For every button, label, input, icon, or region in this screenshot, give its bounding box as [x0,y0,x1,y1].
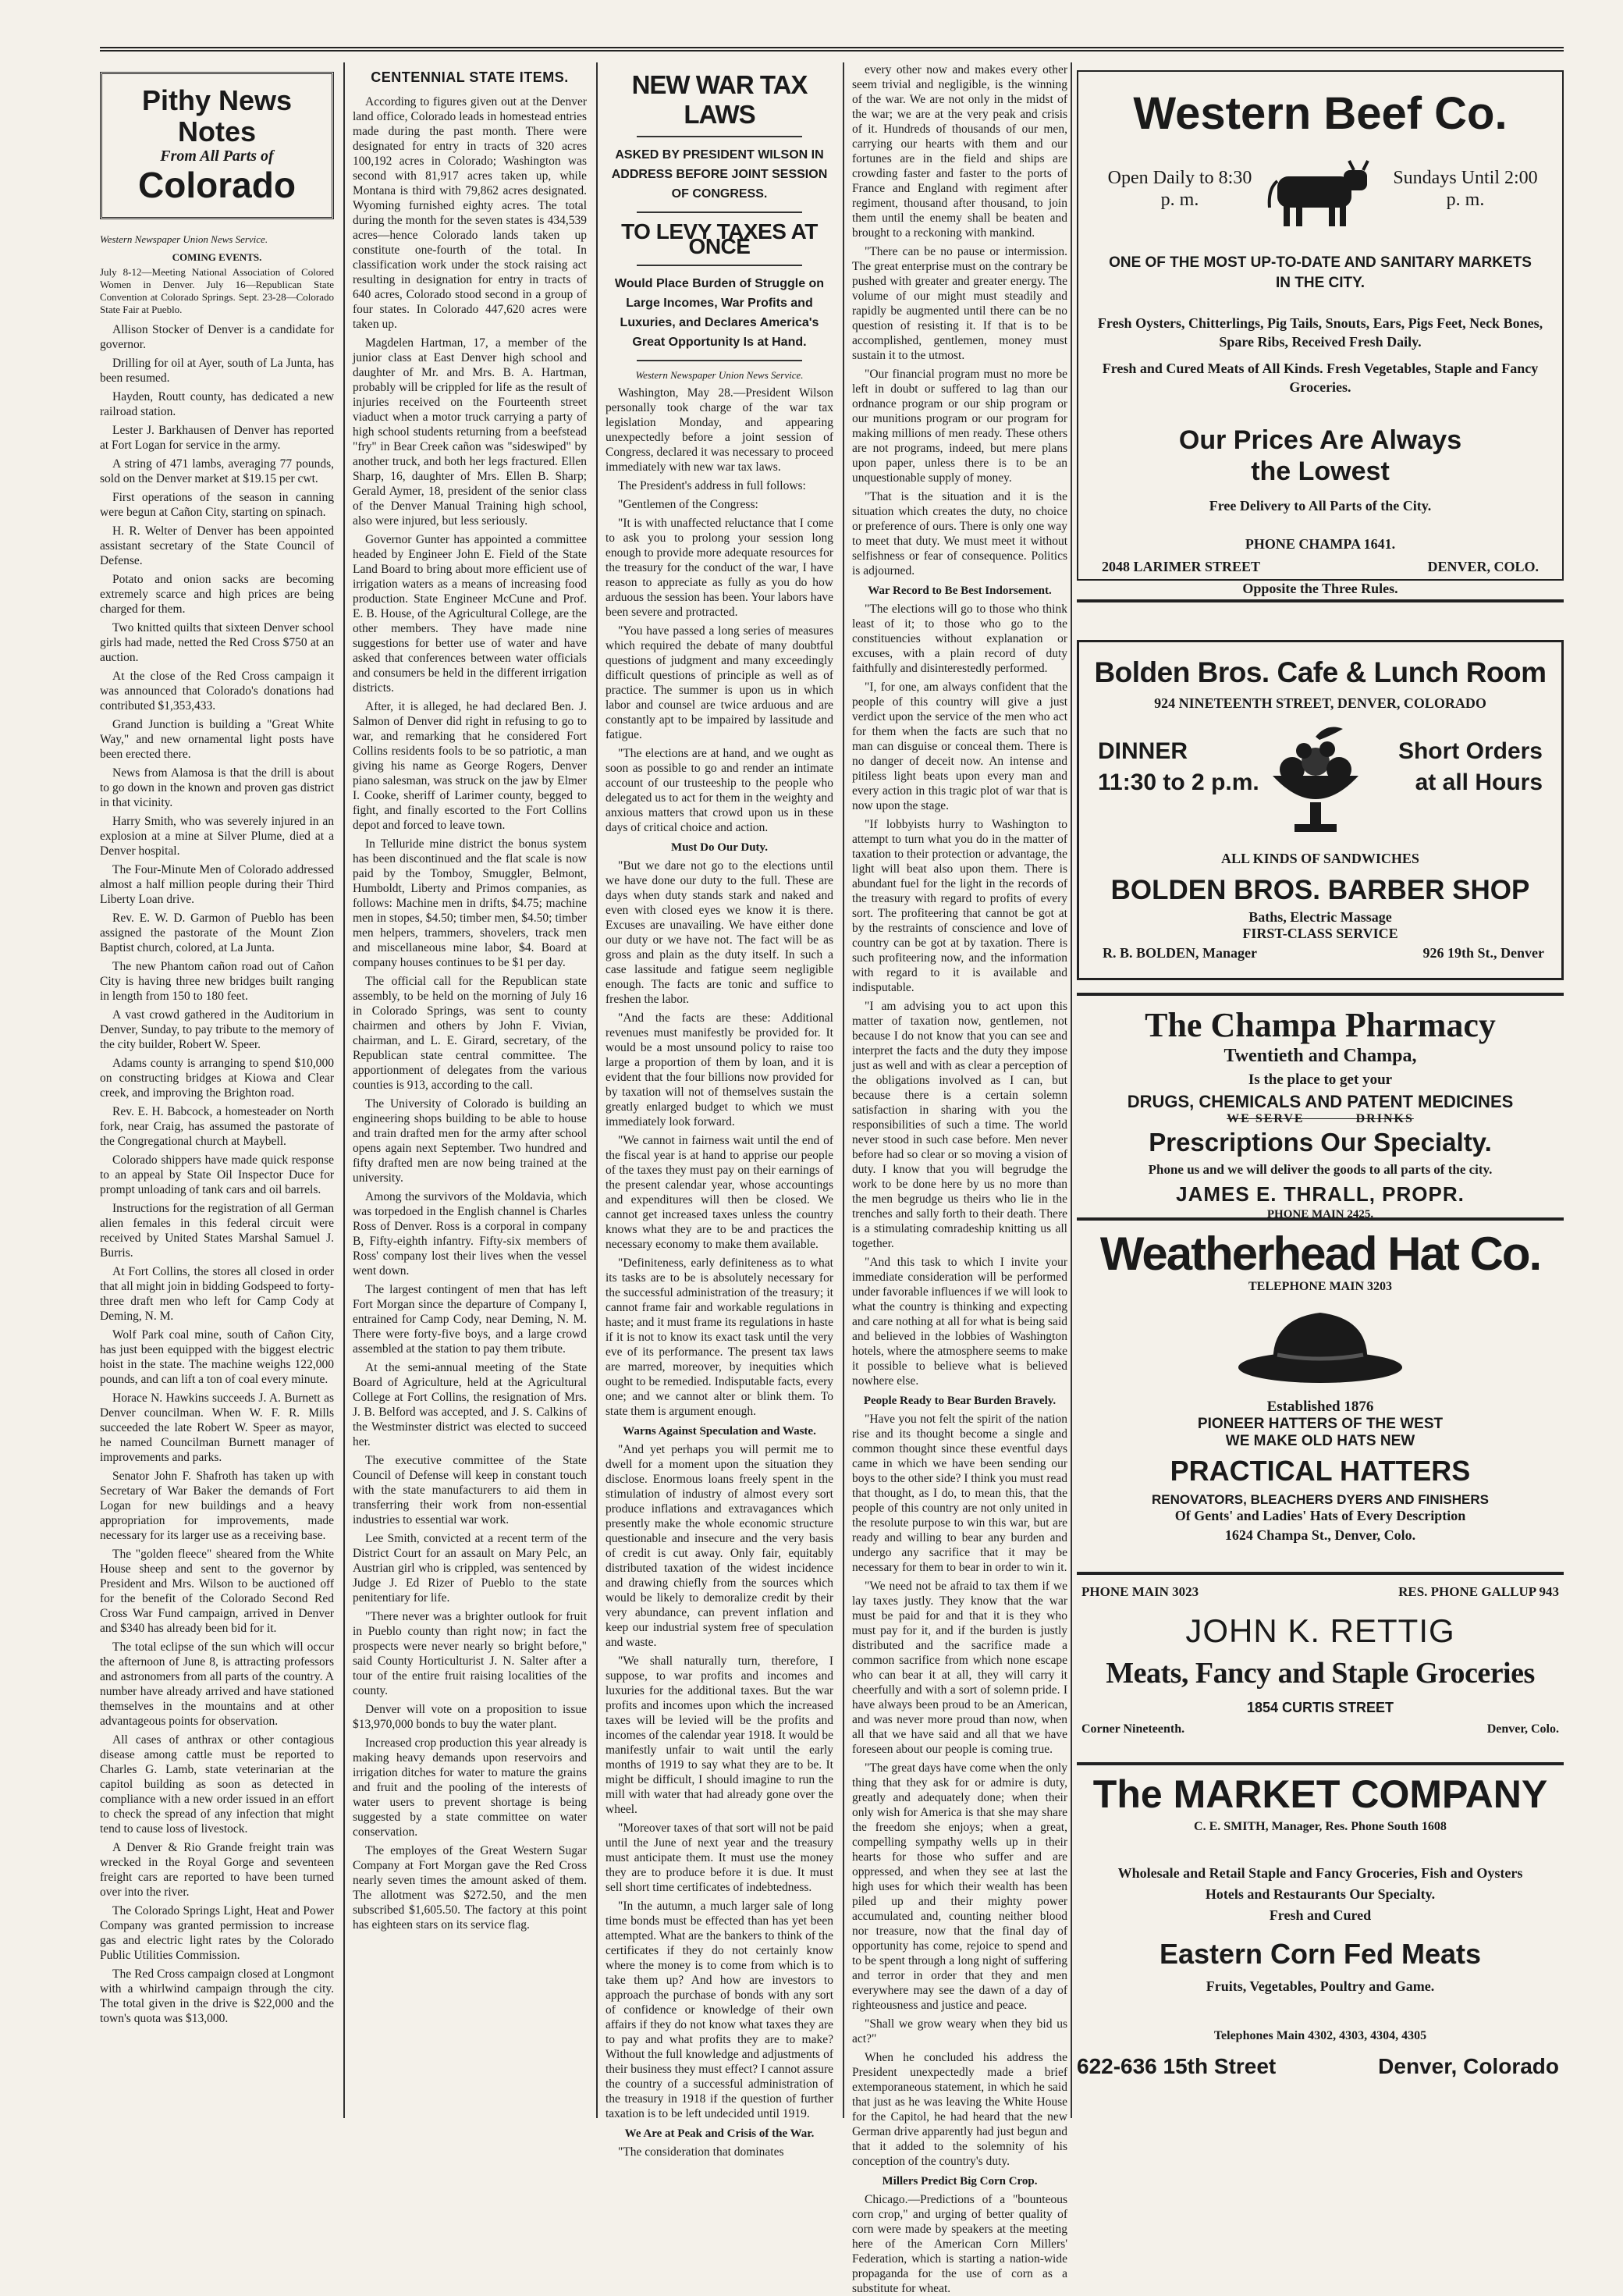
ad-prices: Our Prices Are Always the Lowest [1178,425,1462,486]
hours-sunday: Sundays Until 2:00 p. m. [1393,168,1538,210]
paragraph: "Gentlemen of the Congress: [618,498,758,511]
paragraph: The executive committee of the State Council of Defense will keep in constant touch with the state manufacturers to aid them in transferring their work from non-essential industries to essential war work. [353,1454,587,1527]
ad-phone: PHONE CHAMPA 1641. [1245,536,1396,552]
paragraph: At the close of the Red Cross campaign it was announced that Colorado's donations had contributed $1,353,433. [100,670,334,713]
paragraph: "If lobbyists hurry to Washington to attempt to turn what you do in the matter of taxation to their protection or advantage, the light will beat also upon them. There is abundant fuel for the light in the records of the treasury with regard to profits of every sort. The profiteering that cannot be got at by the restraints of conscience and love of country can be got at by taxation. There is such profiteering now, and the information with regard to it is available and indisputable. [852,818,1067,994]
divider [637,211,802,213]
ad-serve-drinks [1077,1112,1564,1126]
ad-title: Weatherhead Hat Co. [1099,1228,1541,1280]
ad-champa-pharmacy [1077,1005,1564,1221]
ad-address: 2048 LARIMER STREET [1102,559,1261,574]
paragraph: Lee Smith, convicted at a recent term of the District Court for an assault on Mary Pelc, an Austrian girl who is crippled, was sentenced by Judge J. Ed Rizer of Pueblo to the state penitentiary for life. [353,1532,587,1605]
paragraph: Magdelen Hartman, 17, a member of the junior class at East Denver high school and daughter of Mr. and Mrs. B. A. Hartman, probably will be crippled for life as the result of injuries received on the Fourteenth street viaduct when a motor truck carrying a party of high school students returning from a beefstead "fry" in Bear Creek cañon was "sideswiped" by another truck, and both her legs fractured. Ellen Sharp, 16, daughter of Mrs. Ellen B. Sharp; Gerald Aymer, 18, president of the senior class of the Denver Manual Training high school, also were injured, but less seriously. [353,336,587,528]
paragraph: "It is with unaffected reluctance that I come to ask you to prolong your session long enough to provide more adequate resources for the treasury for the conduct of the war, I have reason to appreciate as fully as you do how arduous the session has been. Your labors have been severe and protracted. [606,517,833,619]
paragraph: The new Phantom cañon road out of Cañon City is having three new bridges built ranging in length from 150 to 180 feet. [100,960,334,1003]
ad-title: JOHN K. RETTIG [1185,1612,1455,1649]
paragraph: "I am advising you to act upon this matter of taxation now, gentlemen, not because I do not know that you can see and interpret the facts and the duty they impose just as well and with as clear a perception of the obligations involved as I can, but because there is a certain solemn satisfaction in sharing with you the responsibilities of such a time. The world never stood in such case before. Men never before had so clear or so moving a vision of duty. I know that you will begrudge the work to be done here by us no more than the men begrudge us theirs who lie in the trenches and sally forth to their death. There is a stimulating comradeship knitting us all together. [852,1000,1067,1250]
column-war-tax-continued [852,62,1067,2295]
ad-city: Denver, Colo. [1486,1722,1559,1736]
paragraph: According to figures given out at the Denver land office, Colorado leads in homestead entries made during the past month. There were designated for entry in tracts of 320 acres 100,192 acres in Colorado; Washington was second with 81,917 acres taken up, while Montana is third with 79,862 acres designated. Wyoming furnished eighty acres. The total during the month for the seven states is 434,539 acres—hence Colorado lands taken up constitute one-fourth of the total. In classification work under the stock raising act resulting in designation for entry in tracts of 640 acres, Colorado stood second in a group of four states. In Colorado 447,620 acres were taken up. [353,95,587,331]
paragraph: The total eclipse of the sun which will occur the afternoon of June 8, is attracting professors and astronomers from all parts of the country. A number have already arrived and have stationed themselves in the mountains and at other advantageous points for observation. [100,1640,334,1728]
column-rule [843,62,844,2118]
phone-row [1077,1584,1564,1605]
events-title: COMING EVENTS. [172,251,262,263]
dinner-row [1079,718,1561,851]
paragraph: "And this task to which I invite your immediate consideration will be performed under favorable influences if we will look to what the country is thinking and expecting and care nothing at all for what is being said and believed in the lobbies of Washington hotels, where the atmosphere seems to make it possible to believe what is believed nowhere else. [852,1256,1067,1388]
ad-fruits: Fruits, Vegetables, Poultry and Game. [1206,1978,1435,1994]
paragraph: Among the survivors of the Moldavia, which was torpedoed in the English channel is Charles Ross of Denver. Ross is a corporal in company B, Fifty-eighth infantry. Fifty-six members of Ross' company lost their lives when the vessel went down. [353,1190,587,1278]
paragraph: All cases of anthrax or other contagious disease among cattle must be reported to Charles G. Lamb, state veterinarian at the capitol building as soon as detected in compliance with a new order issued in an effort to check the spread of any infection that might tend to cause loss of livestock. [100,1733,334,1836]
cow-icon [1262,153,1379,231]
ad-baths: Baths, Electric Massage [1248,909,1392,925]
paragraph: At the semi-annual meeting of the State Board of Agriculture, held at the Agricultural College at Fort Collins, the resignation of Mrs. J. B. Belford was accepted, and J. S. Calkins of the Westminster district was elected to succeed her. [353,1361,587,1448]
ad-title: Western Beef Co. [1133,88,1508,139]
box-subtitle: From All Parts of [160,147,274,165]
paragraph: A Denver & Rio Grande freight train was wrecked in the Royal Gorge and seventeen freight cars are reported to have been turned over into the river. [100,1841,334,1899]
ad-title: The Champa Pharmacy [1145,1006,1496,1044]
paragraph: "The elections will go to those who think least of it; to those who go to the constituencies without explanation or excuses, with a plain record of duty faithfully and disinterestedly performed. [852,602,1067,675]
ad-address: 1854 CURTIS STREET [1246,1700,1394,1715]
ad-line-sanitary: ONE OF THE MOST UP-TO-DATE AND SANITARY MARKETS IN THE CITY. [1109,254,1532,291]
hat-icon [1231,1303,1410,1389]
ad-address: 1624 Champa St., Denver, Colo. [1224,1527,1416,1543]
ad-bolden-bros [1077,640,1564,980]
paragraph: "We need not be afraid to tax them if we lay taxes justly. They know that the war must be paid for and that it is they who must pay for it, and if the burden is justly distributed and the sacrifice made a common sacrifice from which none escape who can bear it at all, they will carry it cheerfully and with a sort of solemn pride. I have always been proud to be an American, and was never more proud than now, when all that we have said and all that we have foreseen about our people is coming true. [852,1580,1067,1756]
paragraph: Rev. E. W. D. Garmon of Pueblo has been assigned the pastorate of the Mount Zion Baptist church, colored, at La Junta. [100,912,334,954]
ad-dinner-time: 11:30 to 2 p.m. [1098,769,1259,795]
paragraph: The Colorado Springs Light, Heat and Power Company was granted permission to increase gas and electric light rates by the Colorado Public Utilities Commission. [100,1904,334,1962]
deck-2: Would Place Burden of Struggle on Large Incomes, War Profits and Luxuries, and Declares America's Great Opportunity Is at Hand. [614,277,825,349]
ad-meats: Meats, Fancy and Staple Groceries [1106,1657,1535,1690]
ad-renovators: RENOVATORS, BLEACHERS DYERS AND FINISHERS [1152,1492,1489,1507]
ad-line-meats: Fresh Oysters, Chitterlings, Pig Tails, Snouts, Ears, Pigs Feet, Neck Bones, Spare Ribs, Received Fresh Daily. [1097,315,1543,350]
paragraph: In Telluride mine district the bonus system has been discontinued and the flat scale is now paid by the Tomboy, Smuggler, Belmont, Humboldt, Liberty and Primos companies, as follows: Machine men in drifts, $4.75; machine men in stopes, $4.50; timber men, $4.50; timber men helpers, trammers, shovelers, track men and miscellaneous mine labor, $4. Board at company houses continues to be $1 per day. [353,837,587,969]
paragraph: Two knitted quilts that sixteen Denver school girls had made, netted the Red Cross $750 at an auction. [100,621,334,664]
paragraph: H. R. Welter of Denver has been appointed assistant secretary of the State Council of Defense. [100,524,334,567]
paragraph: "The great days have come when the only thing that they ask for or admire is duty, greatly and adequately done; when their only wish for America is that she may share the freedom she enjoys; when a great, compelling sympathy wells up in their hearts for those who suffer and are oppressed, and when they see at last the high uses for which their wealth has been piled up and their mighty power accumulated and, counting neither blood nor treasure, now that the final day of opportunity has come, rejoice to spend and to be spent through a long night of suffering and terror in order that they and men everywhere may see the dawn of a day of righteousness and justice and peace. [852,1761,1067,2012]
news-service-credit: Western Newspaper Union News Service. [635,369,804,381]
newspaper-page [100,47,1564,2295]
paragraph: Colorado shippers have made quick response to an appeal by State Oil Inspector Duce for prompt unloading of tank cars and oil barrels. [100,1153,334,1196]
paragraph: At Fort Collins, the stores all closed in order that all might join in bidding Godspeed to forty-three draft men who left for Camp Cody at Deming, N. M. [100,1265,334,1323]
ad-manager: C. E. SMITH, Manager, Res. Phone South 1608 [1194,1820,1447,1833]
paragraph: The "golden fleece" sheared from the White House sheep and sent to the governor by President and Mrs. Wilson to be auctioned off for the benefit of the Colorado Second Red Cross War Fund campaign, arrived in Denver and $340 has already been bid for it. [100,1548,334,1635]
paragraph: The Red Cross campaign closed at Longmont with a whirlwind campaign through the city. The total given in the drive is $22,000 and the town's quota was $13,000. [100,1967,334,2025]
deck-1: ASKED BY PRESIDENT WILSON IN ADDRESS BEFORE JOINT SESSION OF CONGRESS. [611,148,828,201]
paragraph: Allison Stocker of Denver is a candidate for governor. [100,323,334,351]
news-service-credit: Western Newspaper Union News Service. [100,233,268,245]
paragraph: "Our financial program must no more be left in doubt or suffered to lag than our ordnance program or our ship program or our munitions program or our program for making millions of men ready. These others are not programs, indeed, but mere plans upon paper, unless there is to be an unquestionable supply of money. [852,368,1067,485]
paragraph: "You have passed a long series of measures which required the debate of many doubtful questions of judgment and many exceedingly difficult questions of principle as well as of practice. The summer is upon us in which labor and counsel are twice arduous and are constantly apt to be impaired by lassitude and fatigue. [606,624,833,741]
ad-separator [1077,599,1564,602]
column-centennial [353,62,587,2118]
events-list: July 8-12—Meeting National Association of Colored Women in Denver. July 16—Republican State Convention at Colorado Springs. Sept. 23-28—Colorado State Fair at Pueblo. [100,266,334,315]
ad-john-rettig [1077,1584,1564,1748]
ad-address-2: 926 19th St., Denver [1422,945,1544,961]
ad-description: Of Gents' and Ladies' Hats of Every Description [1174,1508,1466,1523]
paragraph: The largest contingent of men that has left Fort Morgan since the departure of Company I, entrained for Camp Cody, near Deming, N. M. There were forty-five boys, and a large crowd assembled at the station to pay them tribute. [353,1283,587,1356]
paragraph: Increased crop production this year already is making heavy demands upon reservoirs and irrigation ditches for water to mature the grains and fruit and the pooling of the interests of water users to prevent shortage is being suggested by a state committee on water conservation. [353,1736,587,1839]
paragraph: Lester J. Barkhausen of Denver has reported at Fort Logan for service in the army. [100,424,334,452]
ad-barber: BOLDEN BROS. BARBER SHOP [1110,875,1530,905]
ad-corn-meats: Eastern Corn Fed Meats [1159,1938,1482,1970]
ad-phone: TELEPHONE MAIN 3203 [1248,1280,1392,1293]
ad-street: 622-636 15th Street [1077,2054,1277,2078]
paragraph: The official call for the Republican state assembly, to be held on the morning of July 16 in Colorado Springs, was sent to county chairmen and others by John F. Vivian, chairman, and L. E. Girard, secretary, of the Republican state central committee. The apportionment of delegates from the various counties is 913, according to the call. [353,975,587,1092]
ad-serve: WE SERVE [1227,1112,1305,1125]
subhead-corn-crop: Millers Predict Big Corn Crop. [882,2175,1038,2188]
paragraph: The President's address in full follows: [618,479,806,492]
continued-part-3 [852,1412,1067,2169]
column-pithy-news [100,62,334,2118]
hours-weekday: Open Daily to 8:30 p. m. [1107,168,1252,210]
ad-pioneer: PIONEER HATTERS OF THE WEST [1197,1416,1444,1432]
paragraph: "Shall we grow weary when they bid us act?" [852,2017,1067,2045]
paragraph: A string of 471 lambs, averaging 77 pounds, sold on the Denver market at $19.15 per cwt. [100,457,334,485]
ad-phone: PHONE MAIN 2425. [1266,1208,1374,1221]
article-part-3 [606,1442,833,2121]
subhead-peak-crisis: We Are at Peak and Crisis of the War. [624,2127,815,2140]
divider [637,265,802,266]
paragraph: Denver will vote on a proposition to issue $13,970,000 bonds to buy the water plant. [353,1703,587,1731]
ads-column [1077,62,1564,2118]
ad-location: Twentieth and Champa, [1223,1046,1417,1066]
ad-proprietor: JAMES E. THRALL, PROPR. [1176,1182,1465,1206]
ad-western-beef [1077,70,1564,596]
ad-place: Is the place to get your [1248,1072,1393,1088]
ad-corner: Corner Nineteenth. [1081,1722,1185,1736]
ad-phone-main: PHONE MAIN 3023 [1081,1584,1199,1599]
paragraph: First operations of the season in canning were begun at Cañon City, starting on spinach. [100,491,334,519]
paragraph: "And the facts are these: Additional revenues must manifestly be provided for. It would be a most unsound policy to raise too large a proportion of them by loan, and it is evident that the four billions now provided for by taxation will not of themselves sustain the greatly enlarged budget to which we must immediately look forward. [606,1011,833,1128]
paragraph: "Definiteness, early definiteness as to what its tasks are to be is absolutely necessary for the successful administration of the treasury; it cannot frame fair and workable regulations in haste; and it must frame its regulations in haste if it is not to know its exact task until the very eve of its performance. The present tax laws are marred, moreover, by inequities which ought to be remedied. Indisputable facts, every one; and we cannot alter or blink them. To state them is argument enough. [606,1256,833,1418]
pithy-news-box [100,72,334,219]
divider [637,360,802,361]
ad-sandwiches: ALL KINDS OF SANDWICHES [1221,851,1419,866]
paragraph: Grand Junction is building a "Great White Way," and new ornamental light posts have been erected there. [100,718,334,761]
paragraph: A vast crowd gathered in the Auditorium in Denver, Sunday, to pay tribute to the memory of the city builder, Robert W. Speer. [100,1008,334,1051]
paragraph: Harry Smith, who was severely injured in an explosion at a mine at Silver Plume, died at a Denver hospital. [100,815,334,858]
ad-landmark: Opposite the Three Rules. [1242,581,1398,596]
paragraph: every other now and makes every other seem trivial and negligible, is the winning of the war. We are not only in the midst of the war; we are at the very peak and crisis of it. Hundreds of thousands of our men, carrying our hearts with them and our fortunes are in the field and ships are crowding faster and faster to the ports of France and England with regiment after regiment, thousand after thousand, to join them until the enemy shall be beaten and brought to a reckoning with mankind. [852,63,1067,240]
paragraph: Hayden, Routt county, has dedicated a new railroad station. [100,390,334,418]
ad-weatherhead-hat [1077,1228,1564,1559]
column-rule [596,62,598,2118]
ad-market-company [1077,1772,1564,2115]
paragraph: Governor Gunter has appointed a committee headed by Engineer John E. Field of the State Land Board to bring about more efficient use of irrigation waters as a means of increasing food production. State Engineer McCune and Prof. E. B. House, of the Agricultural College, are the other members. They have made nine suggestions for better use of water and have asked that conferences between water officials and consumers be held in the different irrigation districts. [353,533,587,695]
paragraph: Horace N. Hawkins succeeds J. A. Burnett as Denver councilman. When W. F. R. Mills succeeded the late Robert W. Speer as mayor, he named Councilman Burnett manager of improvements and parks. [100,1391,334,1464]
paragraph: "I, for one, am always confident that the people of this country will give a just verdict upon the service of the men who act for them when the facts are such that no man can disguise or conceal them. There is no danger of deceit now. An intense and pitiless light beats upon every man and every action in this tragic plot of war that is now upon the stage. [852,681,1067,812]
continued-part-1 [852,62,1067,578]
street-row [1077,2054,1564,2082]
paragraph: The University of Colorado is building an engineering shops building to be able to house and train drafted men for the army after school opens again next September. Two hundred and fifty drafted men are now being trained at the university. [353,1097,587,1185]
subhead-must-do-duty: Must Do Our Duty. [671,841,768,854]
address-row [1078,559,1562,579]
ad-separator [1077,993,1564,996]
ad-all-hours: at all Hours [1415,769,1543,795]
box-state: Colorado [138,165,296,205]
paragraph: "But we dare not go to the elections until we have done our duty to the full. These are days when duty stands stark and naked and even with closed eyes we know it is there. Excuses are unavailing. We have either done our duty or we have not. The fact will be as gross and plain as the duty itself. In such a case lassitude and fatigue seem negligible enough. The facts are tonic and suffice to freshen the labor. [606,859,833,1006]
ad-established: Established 1876 [1266,1399,1374,1415]
paragraph: "Have you not felt the spirit of the nation rise and its thought become a single and common thought since these eventful days came in which we have been sending our boys to the other side? I think you must read that thought, as I do, to mean this, that the people of this country are not only united in the resolute purpose to win this war, but are ready and willing to bear any burden and undergo any sacrifice that it may be necessary for them to bear in order to win it. [852,1413,1067,1574]
paragraph: "And yet perhaps you will permit me to dwell for a moment upon the situation they disclose. Enormous loans freely spent in the stimulation of industry of almost every sort produce inflations and extravagances which presently make the whole economic structure questionable and insecure and the very basis of credit is cut away. Only fair, equitably distributed taxation of the widest incidence and drawing chiefly from the sources which would be likely to demoralize credit by their very abundance, can prevent inflation and keep our industrial system free of speculation and waste. [606,1443,833,1649]
fruit-basket-icon [1257,721,1374,846]
headline: NEW WAR TAX LAWS [631,70,808,129]
ad-wholesale: Wholesale and Retail Staple and Fancy Groceries, Fish and Oysters [1117,1865,1523,1881]
ad-line-groceries: Fresh and Cured Meats of All Kinds. Fresh Vegetables, Staple and Fancy Groceries. [1102,361,1539,395]
hours-row [1078,153,1562,239]
article-part-2 [606,858,833,1419]
news-items [100,322,334,2026]
centennial-items [353,94,587,1932]
subhead-people-ready: People Ready to Bear Burden Bravely. [863,1395,1057,1407]
ad-phone-res: RES. PHONE GALLUP 943 [1398,1584,1559,1599]
ad-delivery: Free Delivery to All Parts of the City. [1209,498,1432,514]
paragraph: "We shall naturally turn, therefore, I suppose, to war profits and incomes and luxuries for the additional taxes. But the war profits and incomes upon which the increased taxes will be levied will be the profits and incomes of the calendar year 1918. It would be manifestly unfair to wait until the early months of 1919 to say what they are to be. It might be difficult, I should imagine to run the mill with water that had already gone over the wheel. [606,1654,833,1816]
paragraph: "In the autumn, a much larger sale of long time bonds must be effected than has yet been attempted. What are the bankers to think of the certificates if they do not certainly know where the money is to come from which is to take them up? And how are investors to approach the purchase of bonds with any sort of confidence or knowledge of their own affairs if they do not know what taxes they are to pay and what profits they are to make? Without the full knowledge and adjustments of their business they must effect? I cannot assure the country of a successful administration of the treasury in 1918 if the question of further taxation is to be left undecided until 1919. [606,1900,833,2120]
column-rule [1071,62,1072,2118]
ad-delivery: Phone us and we will deliver the goods to all parts of the city. [1148,1162,1493,1177]
article-part-1 [606,386,833,835]
column-war-tax [606,62,833,2159]
paragraph: Senator John F. Shafroth has taken up with Secretary of War Baker the demands of Fort Logan for new buildings and a heavy appropriation for improvements, made necessary for its larger use as a receiving base. [100,1470,334,1542]
ad-city: Denver, Colorado [1378,2054,1559,2078]
ad-drinks: DRINKS [1355,1112,1414,1125]
ad-specialty: Prescriptions Our Specialty. [1149,1128,1492,1157]
ad-address: 924 NINETEENTH STREET, DENVER, COLORADO [1154,695,1486,711]
ad-old-hats: WE MAKE OLD HATS NEW [1225,1433,1415,1449]
corner-row [1077,1722,1564,1741]
paragraph: The Four-Minute Men of Colorado addressed almost a half million people during their Third Liberty Loan drive. [100,863,334,906]
paragraph: Drilling for oil at Ayer, south of La Junta, has been resumed. [100,357,334,385]
ad-fresh-cured: Fresh and Cured [1269,1907,1372,1923]
box-title: Pithy News Notes [141,84,293,147]
ad-hotels: Hotels and Restaurants Our Specialty. [1205,1886,1436,1902]
paragraph: The employes of the Great Western Sugar Company at Fort Morgan gave the Red Cross nearly seven times the amount asked of them. The allotment was $272.50, and the men subscribed $1,605.50. The factory at this point has eighteen stars on its service flag. [353,1844,587,1932]
ad-separator [1077,1217,1564,1221]
manager-row [1079,945,1561,964]
paragraph: "That is the situation and it is the situation which creates the duty, no choice or preference of ours. There is only one way to meet that duty. We must meet it without selfishness or fear of consequence. Politics is adjourned. [852,490,1067,578]
centennial-heading: CENTENNIAL STATE ITEMS. [371,69,569,85]
column-rule [343,62,345,2118]
ad-title: The MARKET COMPANY [1092,1772,1548,1816]
paragraph: "There can be no pause or intermission. The great enterprise must on the contrary be pushed with greater and greater energy. The volume of our might must steadily and rapidly be augmented until there can be no question of resisting it. If that is to be accomplished, gentlemen, money must sustain it to the utmost. [852,245,1067,362]
paragraph: Rev. E. H. Babcock, a homesteader on North fork, near Craig, has assumed the pastorate of the Congregational church at Maybell. [100,1105,334,1148]
paragraph: After, it is alleged, he had declared Ben. J. Salmon of Denver did right in refusing to go to war, and remarking that he considered Fort Collins residents fools to be so patriotic, a man giving his name as George Rogers, Denver piano salesman, was struck on the jaw by Elmer I. Cooke, sheriff of Larimer county, begged to fight, and finally escorted to the Fort Collins depot and forced to leave town. [353,700,587,832]
paragraph: "The elections are at hand, and we ought as soon as possible to go and render an intimate account of our trusteeship to the people who delegated us to act for them in the weighty and anxious matters that crowd upon us in these days of critical choice and action. [606,747,833,834]
subhead-speculation: Warns Against Speculation and Waste. [623,1425,816,1438]
ad-dinner: DINNER [1098,738,1188,764]
ad-title: Bolden Bros. Cafe & Lunch Room [1094,656,1547,688]
continued-part-2 [852,602,1067,1388]
paragraph: "There never was a brighter outlook for fruit in Pueblo county than right now; in fact the prospects were never nearly so bright before," said County Horticulturist J. N. Salter after a tour of the entire fruit raising localities of the county. [353,1610,587,1697]
paragraph: Potato and onion sacks are becoming extremely scarce and high prices are being charged for them. [100,573,334,616]
headline-2: TO LEVY TAXES AT ONCE [621,219,818,258]
paragraph: When he concluded his address the President unexpectedly made a brief extemporaneous statement, in which he said that just as he was leaving the White House for the Capitol, he had heard that the new German drive apparently had just begun and that it added to the solemnity of his conception of the country's duty. [852,2051,1067,2168]
article-tail: "The consideration that dominates [618,2145,784,2159]
ad-separator [1077,1762,1564,1765]
paragraph: News from Alamosa is that the drill is about to go down in the known and proven gas district in that vicinity. [100,766,334,809]
paragraph: Chicago.—Predictions of a "bounteous corn crop," and urging of better quality of corn were made by speakers at the meeting here of the American Corn Millers' Federation, which is starting a nation-wide propaganda for the use of corn as a substitute for wheat. [852,2193,1067,2295]
paragraph: Instructions for the registration of all German alien females in this federal circuit were received by United States Marshal Samuel J. Burris. [100,1202,334,1260]
ad-city: DENVER, COLO. [1427,559,1539,574]
ad-separator [1077,1572,1564,1575]
ad-short-orders: Short Orders [1397,738,1543,764]
ad-drugs: DRUGS, CHEMICALS AND PATENT MEDICINES [1127,1092,1514,1111]
ad-service: FIRST-CLASS SERVICE [1242,926,1398,941]
paragraph: Wolf Park coal mine, south of Cañon City, has just been equipped with the biggest electric hoist in the state. The machine weighs 122,000 pounds, and can lift a ton of coal every minute. [100,1328,334,1386]
ad-manager: R. B. BOLDEN, Manager [1103,945,1257,961]
paragraph: "We cannot in fairness wait until the end of the fiscal year is at hand to apprise our people of the taxes they must pay on their earnings of the present calendar year, whose accountings and expenditures will then be closed. We cannot get increased taxes unless the country knows what they are to be and practices the necessary economy to make them available. [606,1134,833,1251]
paragraph: Washington, May 28.—President Wilson personally took charge of the war tax legislation Monday, and appearing unexpectedly before a joint session of Congress, declared it was necessary to proceed immediately with new war tax laws. [606,386,833,474]
subhead-war-record: War Record to Be Best Indorsement. [868,585,1052,597]
paragraph: "Moreover taxes of that sort will not be paid until the June of next year and the treasury must anticipate them. It must use the money they are to produce before it is due. It must sell short time certificates of indebtedness. [606,1822,833,1894]
ad-telephones: Telephones Main 4302, 4303, 4304, 4305 [1213,2029,1427,2042]
continued-part-4 [852,2192,1067,2296]
ad-practical: PRACTICAL HATTERS [1170,1455,1471,1487]
divider [637,136,802,137]
paragraph: Adams county is arranging to spend $10,000 on constructing bridges at Kiowa and Clear creek, and improving the Brighton road. [100,1057,334,1100]
